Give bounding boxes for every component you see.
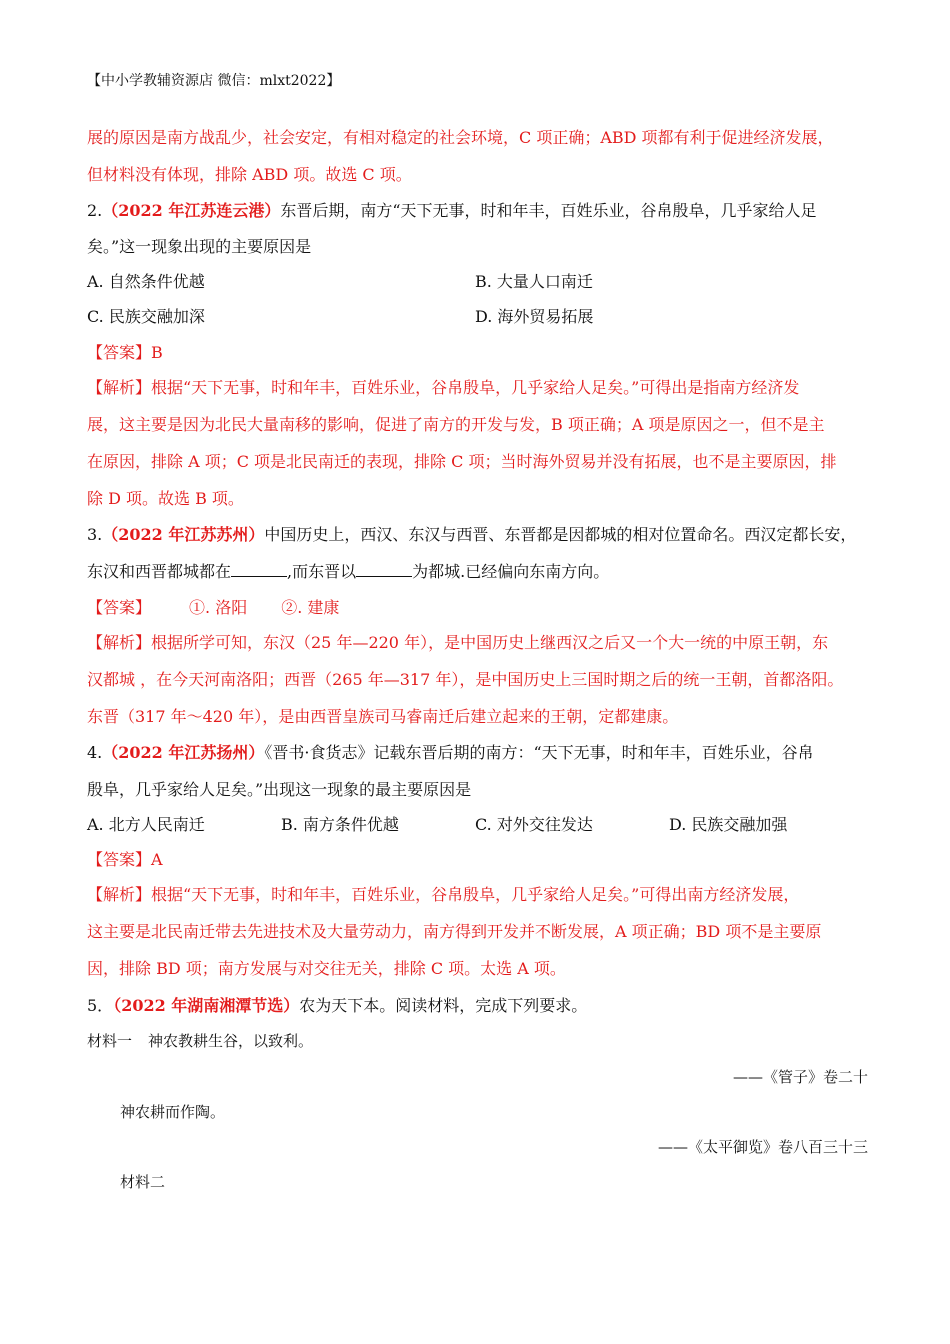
answer-2: ②. 建康 xyxy=(281,598,340,617)
option-a: A. 北方人民南迁 xyxy=(87,815,205,834)
question-3-analysis: 【解析】根据所学可知，东汉（25 年—220 年），是中国历史上继西汉之后又一个大一统的中原王朝，东 xyxy=(87,633,829,652)
question-source: （2022 年湖南湘潭节选） xyxy=(113,996,300,1015)
question-4-answer: 【答案】A xyxy=(87,850,163,869)
question-3-analysis: 汉都城 ，在今天河南洛阳；西晋（265 年—317 年），是中国历史上三国时期之后的统一王朝，首都洛阳。 xyxy=(87,670,844,689)
question-4-analysis: 因，排除 BD 项；南方发展与对交往无关，排除 C 项。太选 A 项。 xyxy=(87,959,566,978)
question-2-answer: 【答案】B xyxy=(87,343,163,362)
material-label: 材料一 xyxy=(87,1032,133,1050)
question-4-stem xyxy=(87,742,868,764)
question-3-stem-cont xyxy=(87,561,868,583)
material-2-label: 材料二 xyxy=(120,1173,166,1191)
question-2-stem xyxy=(87,200,868,222)
material-1-text-2: 神农耕而作陶。 xyxy=(120,1103,226,1121)
stem-part: ,而东晋以 xyxy=(287,562,357,581)
answer-1: ①. 洛阳 xyxy=(189,598,248,617)
question-source: （2022 年江苏连云港） xyxy=(102,201,281,220)
question-number: 2. xyxy=(87,201,103,220)
question-2-analysis: 【解析】根据“天下无事，时和年丰，百姓乐业，谷帛殷阜，几乎家给人足矣。”可得出是指南方经济发 xyxy=(87,378,800,397)
question-text: 东晋后期，南方“天下无事，时和年丰，百姓乐业，谷帛殷阜，几乎家给人足 xyxy=(280,201,817,220)
q1-analysis-line: 展的原因是南方战乱少，社会安定，有相对稳定的社会环境，C 项正确；ABD 项都有利于促进经济发展， xyxy=(87,128,834,147)
material-text: 神农教耕生谷，以致利。 xyxy=(148,1032,314,1050)
question-4-analysis: 这主要是北民南迁带去先进技术及大量劳动力，南方得到开发并不断发展，A 项正确；BD 项不是主要原 xyxy=(87,922,822,941)
question-2-analysis: 除 D 项。故选 B 项。 xyxy=(87,489,244,508)
question-2-analysis: 展，这主要是因为北民大量南移的影响，促进了南方的开发与发，B 项正确；A 项是原因之一，但不是主 xyxy=(87,415,825,434)
stem-part: 东汉和西晋都城都在 xyxy=(87,562,232,581)
question-source: （2022 年江苏苏州） xyxy=(102,525,265,544)
q1-analysis-line: 但材料没有体现，排除 ABD 项。故选 C 项。 xyxy=(87,165,412,184)
question-number: 3. xyxy=(87,525,103,544)
question-5-stem xyxy=(87,995,868,1017)
question-4-stem-cont: 殷阜，几乎家给人足矣。”出现这一现象的最主要原因是 xyxy=(87,780,472,799)
question-text: 中国历史上，西汉、东汉与西晋、东晋都是因都城的相对位置命名。西汉定都长安， xyxy=(264,525,857,544)
stem-part: 为都城.已经偏向东南方向。 xyxy=(412,562,610,581)
option-b: B. 大量人口南迁 xyxy=(475,272,593,291)
option-c: C. 民族交融加深 xyxy=(87,307,205,326)
page-header: 【中小学教辅资源店 微信：mlxt2022】 xyxy=(87,73,341,89)
fill-blank xyxy=(356,562,412,577)
option-d: D. 民族交融加强 xyxy=(669,815,788,834)
question-number: 4. xyxy=(87,743,103,762)
question-2-analysis: 在原因，排除 A 项；C 项是北民南迁的表现，排除 C 项；当时海外贸易并没有拓展，也不是主要原因，排 xyxy=(87,452,837,471)
question-number: 5． xyxy=(87,996,114,1015)
option-a: A. 自然条件优越 xyxy=(87,272,205,291)
question-3-analysis: 东晋（317 年～420 年），是由西晋皇族司马睿南迁后建立起来的王朝，定都建康。 xyxy=(87,707,679,726)
question-3-answer xyxy=(87,597,868,619)
option-c: C. 对外交往发达 xyxy=(475,815,593,834)
question-text: 《晋书·食货志》记载东晋后期的南方：“天下无事，时和年丰，百姓乐业，谷帛 xyxy=(264,743,814,762)
material-1 xyxy=(87,1030,868,1052)
question-source: （2022 年江苏扬州） xyxy=(102,743,265,762)
option-d: D. 海外贸易拓展 xyxy=(475,307,594,326)
answer-label: 【答案】 xyxy=(87,598,152,617)
citation-1: ——《管子》卷二十 xyxy=(732,1068,868,1086)
fill-blank xyxy=(231,562,287,577)
question-text: 农为天下本。阅读材料，完成下列要求。 xyxy=(299,996,588,1015)
question-4-analysis: 【解析】根据“天下无事，时和年丰，百姓乐业，谷帛殷阜，几乎家给人足矣。”可得出南方经济发展， xyxy=(87,885,800,904)
citation-2: ——《太平御览》卷八百三十三 xyxy=(657,1138,868,1156)
option-b: B. 南方条件优越 xyxy=(281,815,399,834)
question-3-stem xyxy=(87,524,868,546)
question-2-stem-cont: 矣。”这一现象出现的主要原因是 xyxy=(87,237,312,256)
